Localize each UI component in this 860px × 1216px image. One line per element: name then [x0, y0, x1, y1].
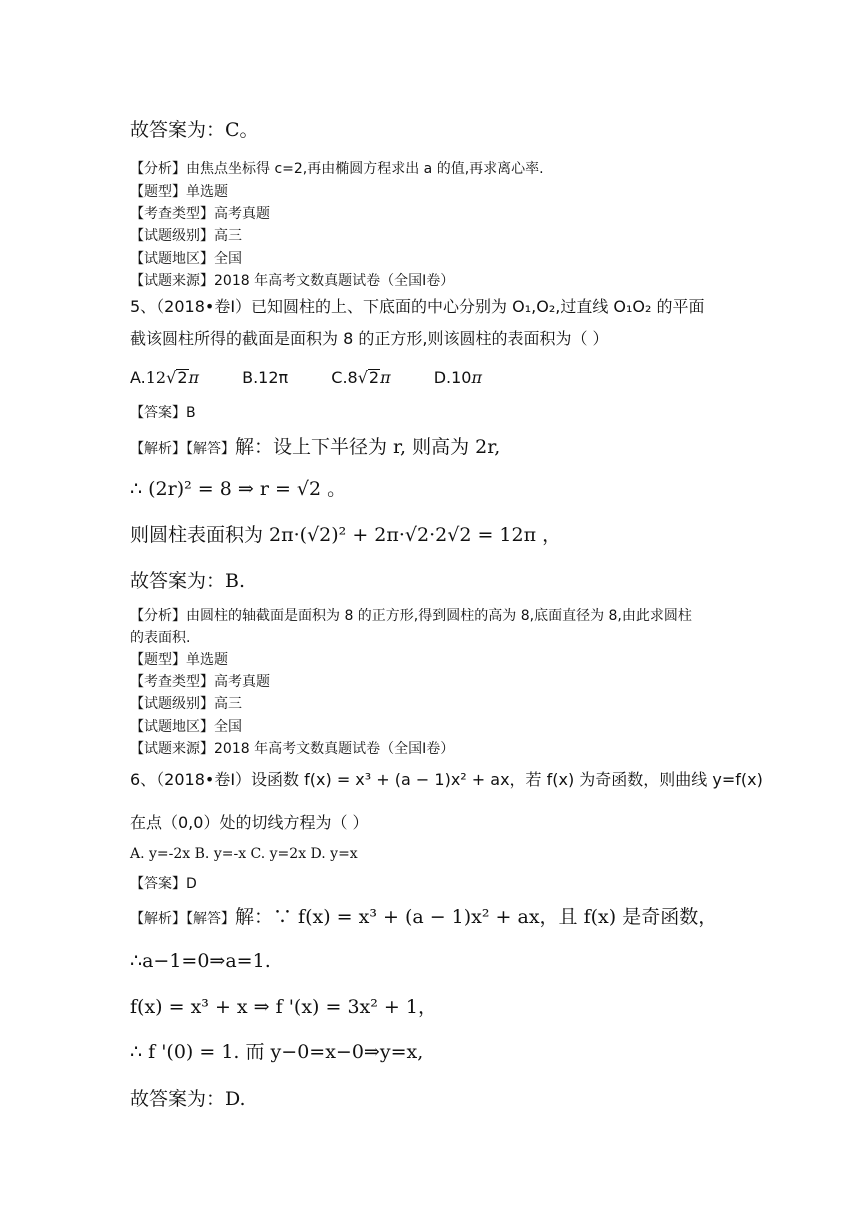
- q6-answer: 【答案】D: [130, 876, 197, 892]
- q5-solution-tag: 【解析】【解答】: [130, 441, 235, 457]
- q5-stem-line1: 5、（2018•卷Ⅰ）已知圆柱的上、下底面的中心分别为 O₁,O₂,过直线 O₁O₂ 的平面: [130, 297, 705, 316]
- q5-conclusion: 故答案为：B.: [130, 570, 246, 592]
- q5-solution-text1: 解：设上下半径为 r, 则高为 2r,: [235, 436, 501, 458]
- q4-question-type: 【题型】单选题: [130, 184, 228, 200]
- q5-region: 【试题地区】全国: [130, 719, 242, 735]
- q4-source: 【试题来源】2018 年高考文数真题试卷（全国Ⅰ卷）: [130, 273, 455, 289]
- q5-option-c: C.8√2π: [331, 368, 391, 387]
- q6-solution-line1: [130, 902, 717, 929]
- q5-answer: 【答案】B: [130, 405, 196, 421]
- q6-solution-tag: 【解析】【解答】: [130, 911, 235, 927]
- q4-conclusion: 故答案为：C。: [130, 119, 259, 141]
- q6-options: A. y=-2x B. y=-x C. y=2x D. y=x: [130, 846, 358, 862]
- q4-grade: 【试题级别】高三: [130, 228, 242, 244]
- q5-source: 【试题来源】2018 年高考文数真题试卷（全国Ⅰ卷）: [130, 741, 455, 757]
- q5-option-d: D.10π: [433, 368, 482, 387]
- q5-solution-line3: 则圆柱表面积为 2π·(√2)² + 2π·√2·2√2 = 12π ，: [130, 524, 562, 546]
- q4-region: 【试题地区】全国: [130, 251, 242, 267]
- q5-options: [130, 368, 520, 387]
- q5-stem-line2: 截该圆柱所得的截面是面积为 8 的正方形,则该圆柱的表面积为（ ）: [130, 329, 609, 348]
- q6-stem-line1: 6、（2018•卷Ⅰ）设函数 f(x) = x³ + (a − 1)x² + ax，若 f(x) 为奇函数，则曲线 y=f(x): [130, 770, 763, 789]
- q6-stem-line2: 在点（0,0）处的切线方程为（ ）: [130, 813, 369, 832]
- q6-conclusion: 故答案为：D.: [130, 1088, 246, 1110]
- q6-solution-text1: 解：∵ f(x) = x³ + (a − 1)x² + ax，且 f(x) 是奇函数，: [235, 906, 718, 928]
- q6-solution-line4: ∴ f '(0) = 1. 而 y−0=x−0⇒y=x,: [130, 1041, 424, 1063]
- q5-question-type: 【题型】单选题: [130, 652, 228, 668]
- q6-solution-line3: f(x) = x³ + x ⇒ f '(x) = 3x² + 1，: [130, 996, 437, 1018]
- q5-exam-type: 【考查类型】高考真题: [130, 674, 270, 690]
- q5-solution-line2: ∴ (2r)² = 8 ⇒ r = √2 。: [130, 478, 347, 500]
- q5-analysis-line2: 的表面积.: [130, 630, 191, 646]
- q5-solution-line1: [130, 432, 500, 459]
- q4-exam-type: 【考查类型】高考真题: [130, 206, 270, 222]
- q5-option-b: B.12π: [242, 368, 289, 387]
- q6-solution-line2: ∴a−1=0⇒a=1.: [130, 950, 271, 972]
- q5-grade: 【试题级别】高三: [130, 696, 242, 712]
- q5-option-a: A.12√2π: [130, 368, 200, 387]
- q5-analysis-line1: 【分析】由圆柱的轴截面是面积为 8 的正方形,得到圆柱的高为 8,底面直径为 8,由此求圆柱: [130, 608, 692, 624]
- q4-analysis: 【分析】由焦点坐标得 c=2,再由椭圆方程求出 a 的值,再求离心率.: [130, 161, 544, 177]
